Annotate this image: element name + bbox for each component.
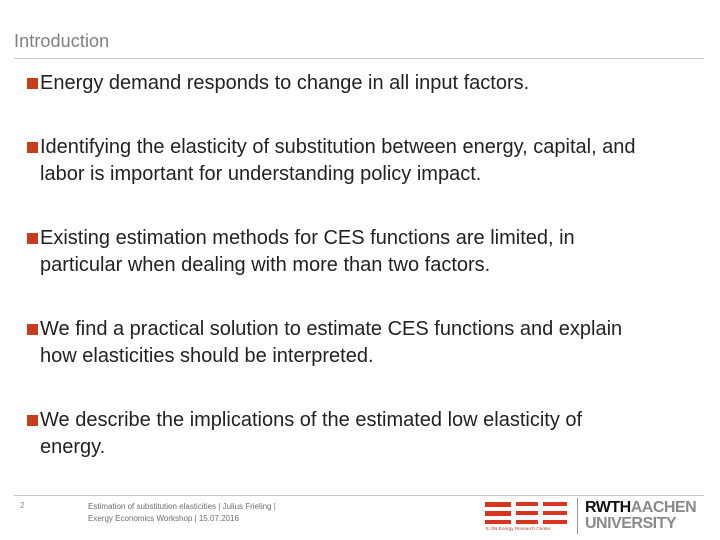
eon-logo-label: E.ON Energy Research Center	[486, 526, 551, 531]
bullet-text	[27, 316, 702, 370]
logo-bar	[485, 502, 511, 507]
rwth-logo-rwth: RWTH	[585, 499, 631, 516]
bullet-line: Existing estimation methods for CES functions are limited, in	[40, 227, 575, 249]
bullet-marker-icon	[27, 142, 38, 153]
bullet-text	[27, 407, 702, 461]
bullet-item	[27, 70, 702, 97]
bullet-marker-icon	[27, 415, 38, 426]
bullet-marker-icon	[27, 78, 38, 89]
title-divider	[14, 58, 704, 59]
bullet-line: how elasticities should be interpreted.	[40, 345, 374, 367]
bullet-line: Energy demand responds to change in all input factors.	[40, 72, 530, 94]
footer-divider	[14, 495, 704, 496]
logo-bar	[543, 502, 567, 506]
bullet-marker-icon	[27, 324, 38, 335]
bullet-line: We find a practical solution to estimate CES functions and explain	[40, 318, 623, 340]
slide-title: Introduction	[14, 31, 110, 51]
logo-bar	[516, 502, 538, 506]
bullet-line: energy.	[40, 436, 106, 458]
bullet-text	[27, 134, 702, 188]
bullet-text	[27, 225, 702, 279]
rwth-logo-aachen: AACHEN	[630, 499, 697, 516]
footer-line: Estimation of substitution elasticities | Julius Frieling |	[88, 502, 276, 511]
logo-bar	[516, 520, 538, 524]
logo-bar	[485, 511, 511, 516]
bullet-marker-icon	[27, 233, 38, 244]
bullet-text	[27, 70, 702, 97]
bullet-line: We describe the implications of the estimated low elasticity of	[40, 409, 583, 431]
rwth-logo-university: UNIVERSITY	[585, 515, 677, 532]
footer-line: Exergy Economics Workshop | 15.07.2016	[88, 514, 239, 523]
logo-bar	[543, 520, 567, 524]
bullet-line: particular when dealing with more than two factors.	[40, 254, 491, 276]
logo-bar	[543, 511, 567, 515]
bullet-item	[27, 225, 702, 279]
rwth-logo	[585, 500, 703, 532]
bullet-line: labor is important for understanding policy impact.	[40, 163, 482, 185]
bullet-item	[27, 316, 702, 370]
bullet-line: Identifying the elasticity of substitution between energy, capital, and	[40, 136, 636, 158]
logo-separator	[577, 498, 578, 534]
bullet-item	[27, 407, 702, 461]
footer-citation	[88, 501, 276, 525]
logo-bar	[516, 511, 538, 515]
logo-bar	[485, 520, 511, 524]
bullet-item	[27, 134, 702, 188]
eon-erc-logo	[485, 500, 571, 534]
page-number: 2	[20, 501, 25, 510]
